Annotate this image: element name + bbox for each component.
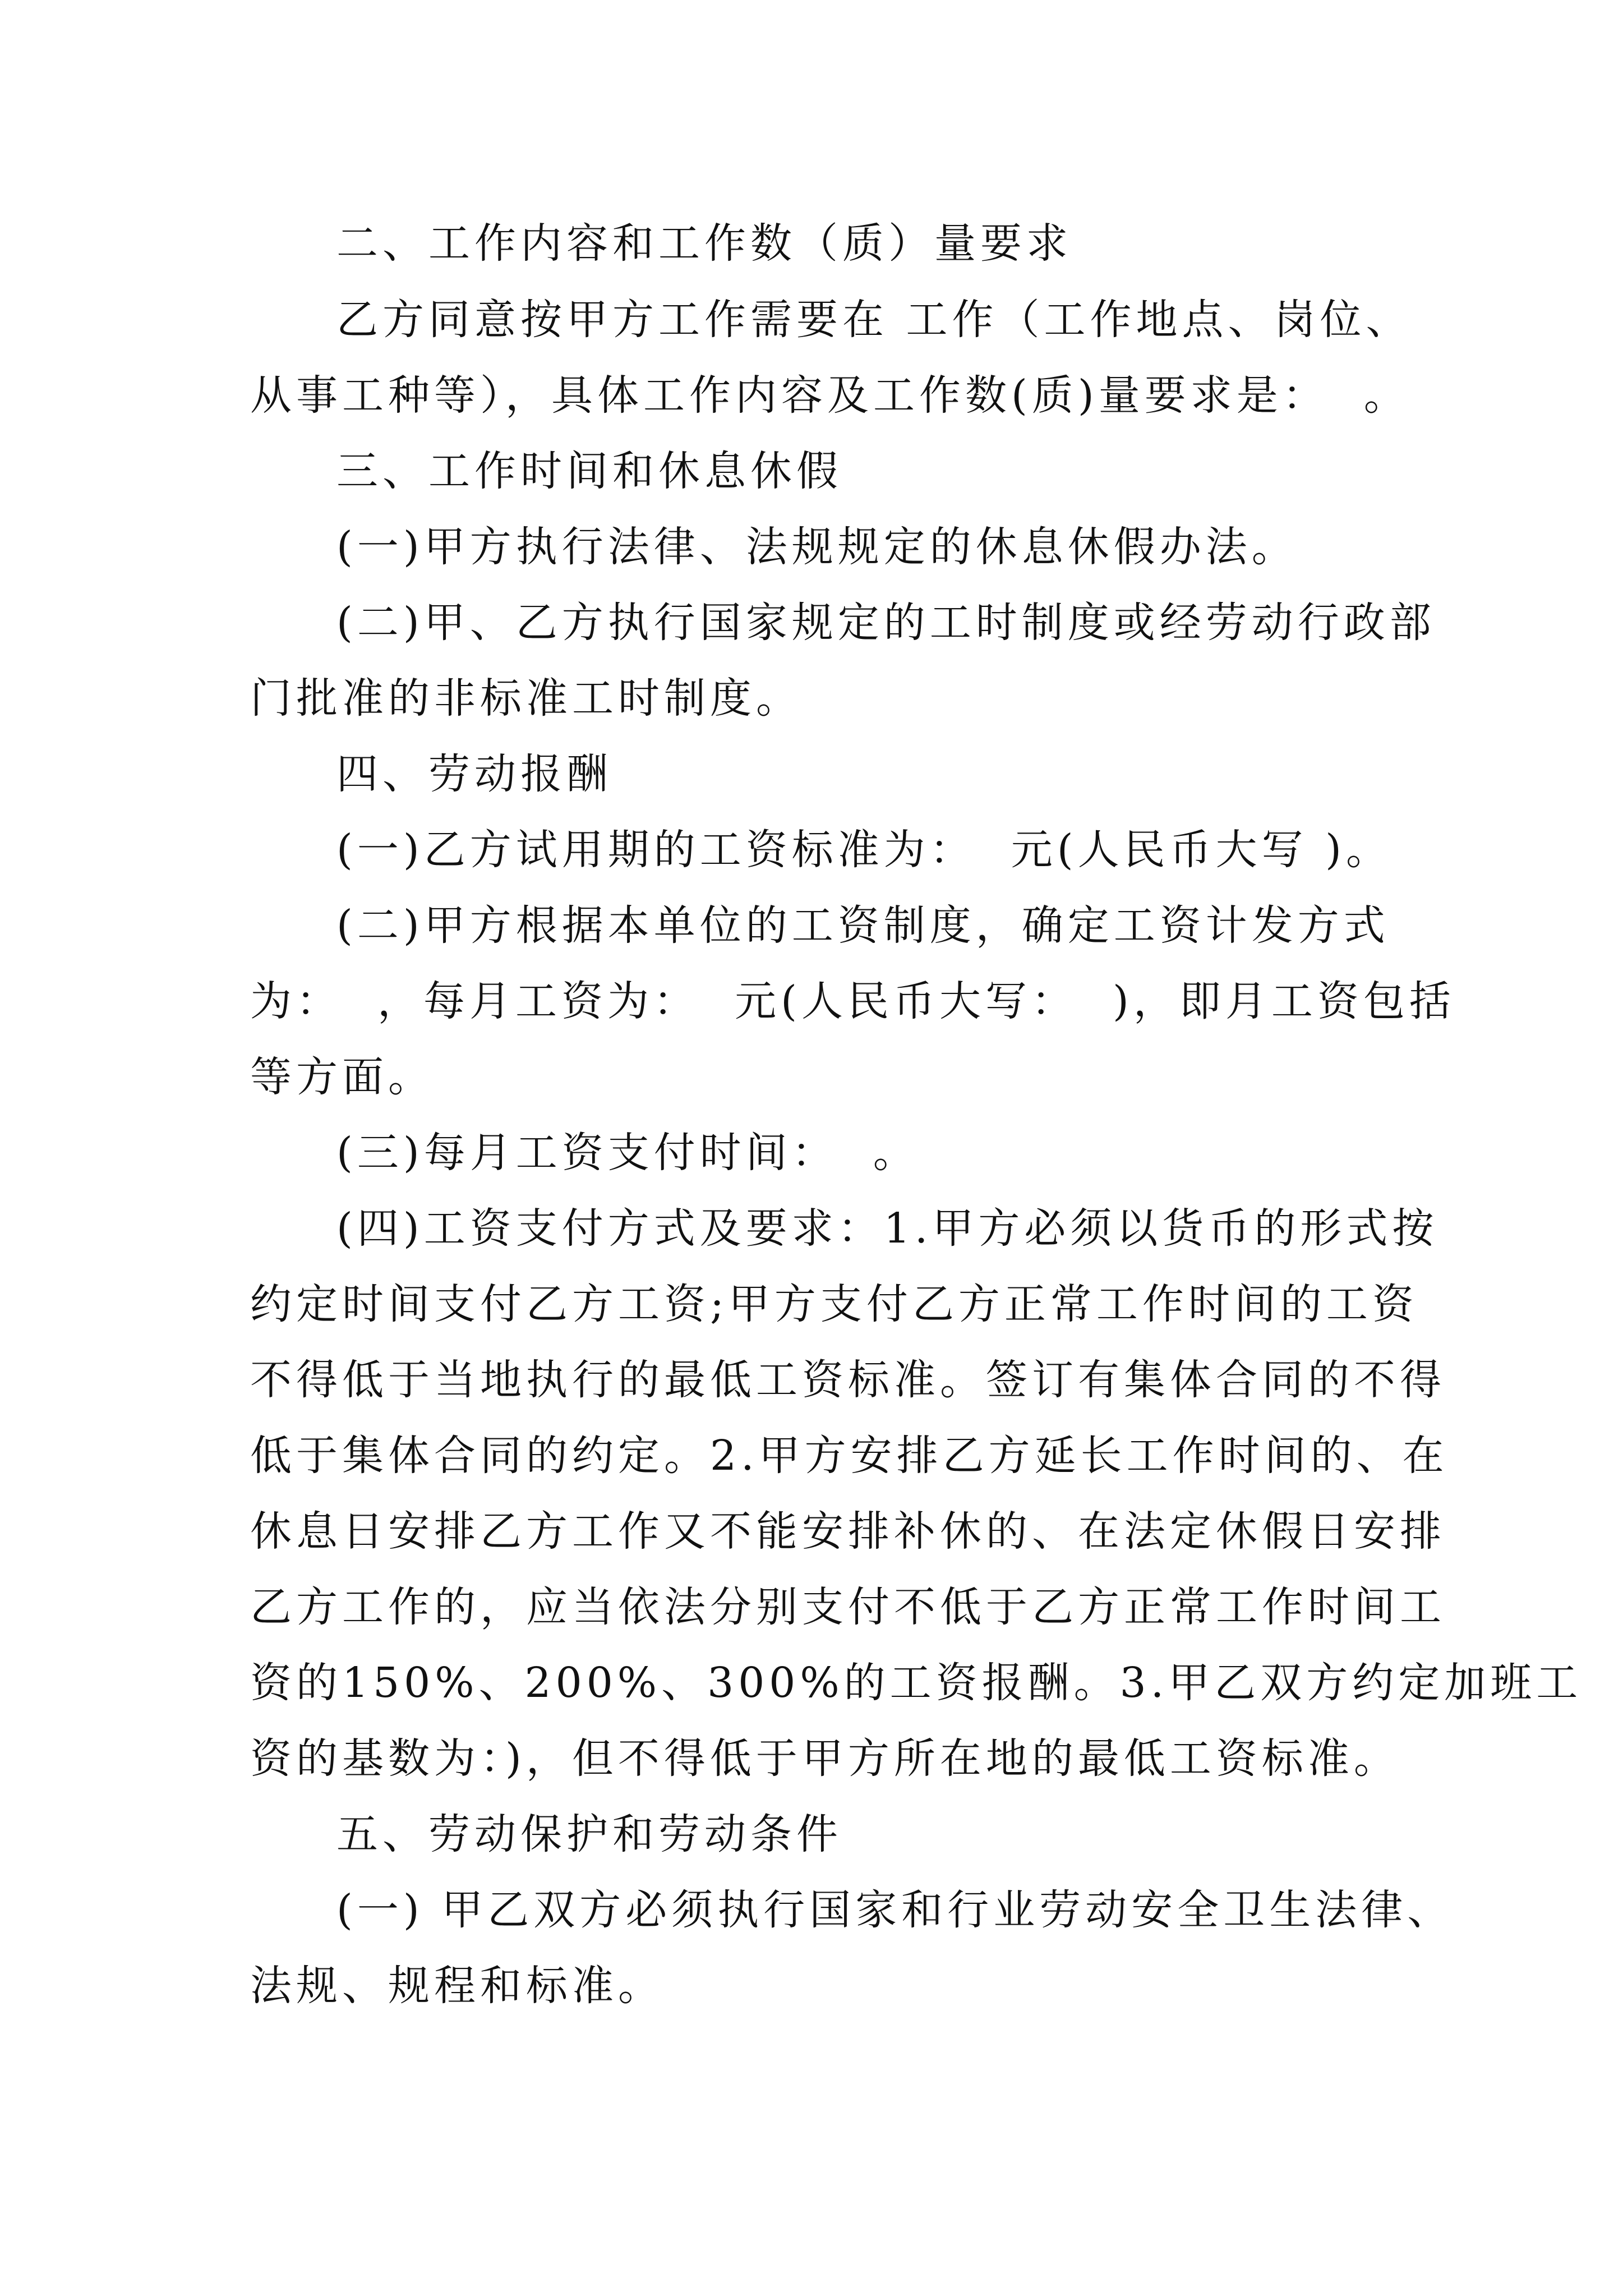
paragraph-line: (二)甲方根据本单位的工资制度，确定工资计发方式 [336, 901, 1390, 950]
section-heading-5: 五、劳动保护和劳动条件 [336, 1810, 842, 1858]
paragraph-line: 低于集体合同的约定。2.甲方安排乙方延长工作时间的、在 [250, 1432, 1449, 1480]
paragraph-line: (四)工资支付方式及要求：1.甲方必须以货币的形式按 [336, 1204, 1438, 1253]
paragraph-line: 乙方同意按甲方工作需要在 工作（工作地点、岗位、 [336, 296, 1412, 344]
paragraph-line: 不得低于当地执行的最低工资标准。签订有集体合同的不得 [250, 1356, 1446, 1404]
paragraph-line: (三)每月工资支付时间： 。 [336, 1129, 919, 1177]
paragraph-line: 约定时间支付乙方工资;甲方支付乙方正常工作时间的工资 [250, 1280, 1418, 1328]
paragraph-line: (一)乙方试用期的工资标准为： 元(人民币大写 )。 [336, 826, 1393, 874]
paragraph-line: 从事工种等），具体工作内容及工作数(质)量要求是： 。 [250, 371, 1410, 420]
section-heading-3: 三、工作时间和休息休假 [336, 447, 842, 495]
paragraph-line: 为： ，每月工资为： 元(人民币大写： )，即月工资包括 [250, 977, 1455, 1025]
paragraph-line: 等方面。 [250, 1053, 434, 1101]
paragraph-line: 门批准的非标准工时制度。 [250, 674, 802, 723]
paragraph-line: 资的基数为：)，但不得低于甲方所在地的最低工资标准。 [250, 1734, 1400, 1783]
paragraph-line: 休息日安排乙方工作又不能安排补休的、在法定休假日安排 [250, 1507, 1446, 1556]
section-heading-2: 二、工作内容和工作数（质）量要求 [336, 219, 1072, 268]
paragraph-line: (一) 甲乙双方必须执行国家和行业劳动安全卫生法律、 [336, 1886, 1454, 1934]
paragraph-line: 法规、规程和标准。 [250, 1962, 664, 2010]
section-heading-4: 四、劳动报酬 [336, 750, 612, 798]
paragraph-line: 乙方工作的，应当依法分别支付不低于乙方正常工作时间工 [250, 1583, 1446, 1631]
paragraph-line: (二)甲、乙方执行国家规定的工时制度或经劳动行政部 [336, 599, 1436, 647]
paragraph-line: (一)甲方执行法律、法规规定的休息休假办法。 [336, 523, 1298, 571]
paragraph-line: 资的150%、200%、300%的工资报酬。3.甲乙双方约定加班工 [250, 1659, 1583, 1707]
